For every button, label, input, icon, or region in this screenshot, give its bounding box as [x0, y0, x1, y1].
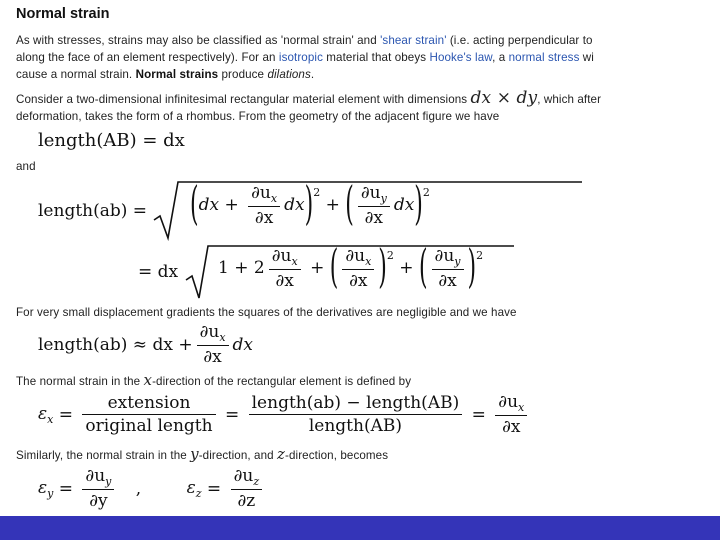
- frac-duy-dx-2: $\frac{\partial u_y}{\partial x}$: [432, 246, 464, 291]
- link-normal-stress[interactable]: normal stress: [508, 51, 580, 64]
- para4: The normal strain in the x-direction of the rectangular element is defined by: [16, 371, 412, 389]
- dims-math: dx × dy: [470, 88, 538, 108]
- equation-length-AB: length(AB) = dx: [38, 130, 185, 151]
- frac-dux-dx-strain: $\frac{\partial u_x}{\partial x}$: [495, 392, 527, 437]
- bold-normal-strains: Normal strains: [135, 68, 219, 81]
- link-isotropic[interactable]: isotropic: [278, 51, 323, 64]
- equation-length-ab-line1-body: (dx + $\frac{\partial u_x}{\partial x}$ dx)$^2$ + ( $\frac{\partial u_y}{\partial x}$ dx)$^2$: [190, 179, 430, 232]
- frac-length-diff: $\frac{\text{length(ab) − length(AB)}}{\text{length(AB)}}$: [249, 393, 463, 436]
- para3: For very small displacement gradients the squares of the derivatives are negligible and we have: [16, 306, 517, 319]
- para1-line2: along the face of an element respectively). For an isotropic material that obeys Hooke's law, a normal stress wi: [16, 51, 594, 64]
- para2-line1: Consider a two-dimensional infinitesimal rectangular material element with dimensions dx × dy, which after: [16, 88, 602, 108]
- equation-length-ab-line2-body: 1 + 2 $\frac{\partial u_x}{\partial x}$ + ( $\frac{\partial u_x}{\partial x}$ )$^2$ + ( $\frac{\partial u_y}{\partial x}$ )$^2$: [218, 242, 484, 295]
- equation-length-ab-line2: = dx: [138, 244, 514, 300]
- frac-duz-dz: $\frac{\partial u_z}{\partial z}$: [231, 466, 263, 511]
- footer-bar: [0, 516, 720, 540]
- link-shear-strain[interactable]: 'shear strain': [380, 34, 447, 47]
- frac-dux-dx-3: $\frac{\partial u_x}{\partial x}$: [342, 246, 374, 291]
- para1-line1: As with stresses, strains may also be classified as 'normal strain' and 'shear strain' (i.e. acting perpendicular to: [16, 34, 593, 47]
- italic-dilations: dilations: [267, 68, 311, 81]
- para5: Similarly, the normal strain in the y-direction, and z-direction, becomes: [16, 445, 389, 463]
- frac-dux-dx: $\frac{\partial u_x}{\partial x}$: [248, 183, 280, 228]
- equation-strain-y-z: $\varepsilon_y$ = $\frac{\partial u_y}{\partial y}$ , $\varepsilon_z$ = $\frac{\partial u_z}{\partial z}$: [38, 466, 266, 511]
- link-hookes-law[interactable]: Hooke's law: [429, 51, 493, 64]
- and-text: and: [16, 160, 36, 173]
- para2-line2: deformation, takes the form of a rhombus. From the geometry of the adjacent figure we have: [16, 110, 500, 123]
- section-title: Normal strain: [16, 6, 110, 22]
- frac-extension: $\frac{\text{extension}}{\text{original length}}$: [82, 393, 215, 436]
- para1-line3: cause a normal strain. Normal strains produce dilations.: [16, 68, 315, 81]
- equation-length-ab-line1: length(ab) =: [38, 180, 582, 242]
- equation-length-ab-approx: length(ab) ≈ dx + $\frac{\partial u_x}{\partial x}$ dx: [38, 322, 254, 367]
- frac-dux-dx-approx: $\frac{\partial u_x}{\partial x}$: [197, 322, 229, 367]
- quote-normal-strain: 'normal strain': [280, 34, 354, 47]
- frac-duy-dy: $\frac{\partial u_y}{\partial y}$: [82, 466, 114, 511]
- frac-dux-dx-2: $\frac{\partial u_x}{\partial x}$: [269, 246, 301, 291]
- frac-duy-dx: $\frac{\partial u_y}{\partial x}$: [358, 183, 390, 228]
- equation-strain-x: $\varepsilon_x$ = $\frac{\text{extension}}{\text{original length}}$ = $\frac{\text{length(ab) − length(AB)}}{\text{length(AB)}}$ = $\frac{\partial u_x}{\partial x}$: [38, 392, 531, 437]
